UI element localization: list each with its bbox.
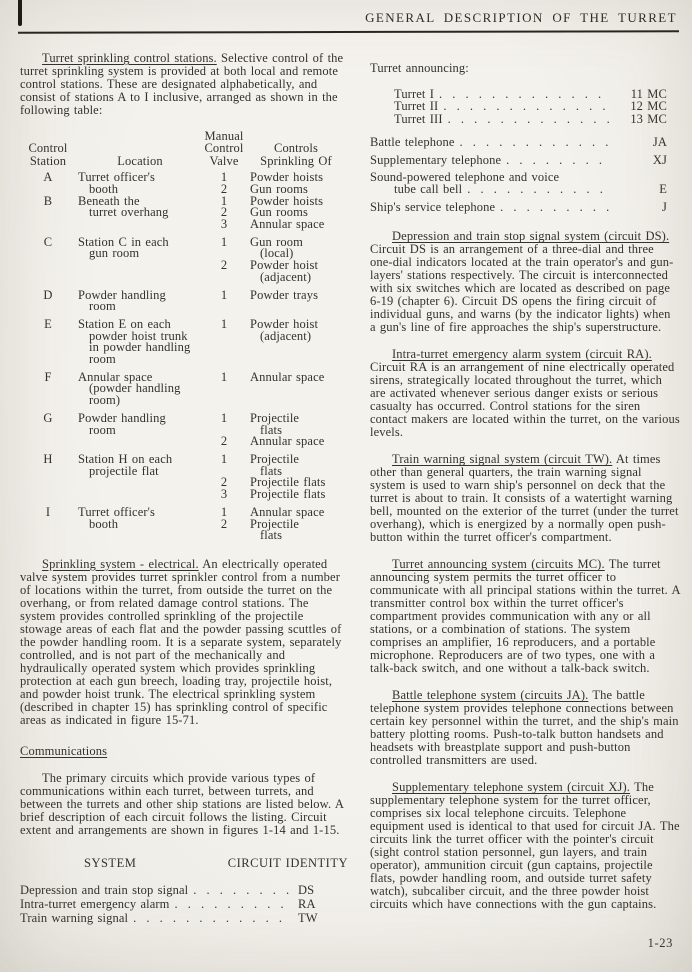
table-row <box>20 301 348 313</box>
cell-location: Annular space <box>78 369 153 384</box>
dot-leader <box>500 201 610 213</box>
circuit-paragraph-heading: Supplementary telephone system (circuit XJ). <box>392 780 631 795</box>
cell-valve: 1 <box>220 451 228 466</box>
circuit-identity-value: RA <box>298 896 316 911</box>
table-row <box>20 516 348 531</box>
cell-location: room <box>89 422 116 437</box>
cell-station <box>20 383 76 395</box>
cell-controls: Gun rooms <box>250 181 308 196</box>
cell-station <box>20 260 76 272</box>
cell-location: powder hoist trunk <box>89 328 188 343</box>
cell-valve <box>204 342 244 354</box>
cell-station: A <box>43 170 53 185</box>
page-number: 1-23 <box>647 936 673 950</box>
cell-controls: Gun room <box>250 234 303 249</box>
table-row <box>20 383 348 395</box>
cell-station: G <box>43 410 53 425</box>
cell-controls: Annular space <box>250 369 325 384</box>
system-table-rows <box>20 883 348 925</box>
header-cell-valve: Control <box>204 141 244 156</box>
cell-location: booth <box>89 181 119 196</box>
cell-station <box>20 331 76 343</box>
circuit-paragraph <box>370 781 680 911</box>
page-header-title: GENERAL DESCRIPTION OF THE TURRET <box>365 10 677 25</box>
cell-station <box>20 207 76 219</box>
circuit-paragraph-body: The turret announcing system permits the turret officer to communicate with all principal stations within the turret. A transmitter control box within the turret officer's compartment provides communication with any or all stations, or a combination of stations. The system comprises an amplifier, 16 reproducers, and a portable microphone. Reproducers are of two types, one with a talk-back switch, and one without a talk-back switch. <box>370 557 680 676</box>
circuit-value <box>615 171 680 183</box>
communications-paragraph: The primary circuits which provide various types of communications within each turret, between turrets, and between the turrets and other ship stations are listed below. A brief description of each circuit follows the listing. Circuit extent and arrangements are shown in figures 1-14 and 1-15. <box>20 770 344 837</box>
cell-valve: 1 <box>220 369 228 384</box>
table-header-row <box>20 142 348 154</box>
cell-controls: Powder hoist <box>250 258 319 273</box>
header-rule <box>18 30 679 33</box>
list-item <box>370 136 680 148</box>
cell-location <box>76 436 204 448</box>
cell-station <box>20 530 76 542</box>
intro-body: Selective control of the turret sprinkling system is provided at both local and remote control stations. These are designated alphabetically, and consist of stations A to I inclusive, arranged as shown in the following table: <box>20 51 344 117</box>
header-cell-controls: Controls <box>273 141 319 156</box>
circuit-paragraph <box>370 689 680 767</box>
list-item <box>370 100 680 112</box>
system-table <box>20 857 348 925</box>
table-row <box>20 269 348 284</box>
cell-valve: 1 <box>220 170 228 185</box>
circuit-descriptions <box>370 230 680 911</box>
left-column <box>20 52 348 925</box>
table-row <box>20 354 348 366</box>
cell-controls <box>244 342 348 354</box>
cell-controls <box>244 301 348 313</box>
circuit-identity-col-header: CIRCUIT IDENTITY <box>227 855 348 870</box>
system-label: Train warning signal <box>20 910 129 925</box>
cell-station <box>20 301 76 313</box>
electrical-heading: Sprinkling system - electrical. <box>42 556 199 571</box>
cell-station <box>20 354 76 366</box>
sprinkler-table-body <box>20 172 348 542</box>
electrical-body: An electrically operated valve system provides turret sprinkler control from a number of locations within the turret, from outside the turret on the overhang, or from related damage control stations. The system provides controlled sprinkling of the projectile stowage areas of each flat and the powder passing scuttles of the powder handling room. It is a separate system, separately controlled, and is not part of the mechanically and hydraulically operated system which provides sprinkling protection at each gun breech, loading tray, projectile hoist, and powder hoist trunk. The electrical sprinkling system (described in chapter 15) has sprinkling control of specific areas as indicated in figure 15-71. <box>20 556 342 727</box>
cell-location: projectile flat <box>89 463 159 478</box>
cell-controls <box>244 395 348 407</box>
circuit-identity-value: TW <box>298 910 318 925</box>
dot-leader <box>133 911 293 925</box>
cell-controls: Annular space <box>250 217 325 232</box>
cell-location: turret overhang <box>89 205 169 220</box>
cell-station <box>20 519 76 531</box>
circuit-value: E <box>659 182 667 197</box>
cell-valve: 2 <box>220 475 228 490</box>
cell-location: Station C in each <box>78 234 169 249</box>
cell-controls: flats <box>260 422 283 437</box>
cell-location: Turret officer's <box>78 504 156 519</box>
circuit-paragraph-heading: Depression and train stop signal system (circuit DS). <box>392 229 670 244</box>
two-column-body <box>20 52 680 925</box>
cell-location: Powder handling <box>78 287 166 302</box>
cell-valve: 1 <box>220 193 228 208</box>
cell-controls: Powder hoists <box>250 193 324 208</box>
table-row <box>20 436 348 448</box>
header-cell-valve: Valve <box>209 153 239 168</box>
cell-controls: flats <box>260 463 283 478</box>
circuit-label: Turret II <box>394 99 439 114</box>
cell-valve: 2 <box>220 181 228 196</box>
cell-controls: Powder trays <box>250 287 319 302</box>
cell-station <box>20 219 76 231</box>
dot-leader <box>193 883 293 897</box>
table-row <box>20 219 348 231</box>
circuit-value: JA <box>652 135 667 150</box>
cell-valve: 3 <box>220 487 228 502</box>
cell-location: room <box>89 299 116 314</box>
cell-location: Station H on each <box>78 451 173 466</box>
cell-station <box>20 489 76 501</box>
cell-location <box>76 530 204 542</box>
circuit-value: J <box>662 199 667 214</box>
cell-location: room <box>89 352 116 367</box>
cell-station <box>20 477 76 489</box>
table-row <box>20 451 348 466</box>
cell-controls <box>244 383 348 395</box>
cell-valve: 2 <box>220 205 228 220</box>
cell-valve: 1 <box>220 504 228 519</box>
circuit-paragraph <box>370 453 680 544</box>
cell-controls: Projectile <box>250 410 300 425</box>
cell-controls: Annular space <box>250 434 325 449</box>
circuit-paragraph-heading: Intra-turret emergency alarm system (circuit RA). <box>392 347 652 362</box>
cell-location <box>76 477 204 489</box>
circuit-value: 13 MC <box>630 111 667 126</box>
cell-valve <box>204 395 244 407</box>
cell-location <box>76 489 204 501</box>
cell-valve <box>204 354 244 366</box>
list-item <box>370 113 680 125</box>
table-row <box>20 234 348 249</box>
intro-heading: Turret sprinkling control stations. <box>42 51 217 65</box>
circuit-paragraph <box>370 230 680 334</box>
dot-leader <box>443 100 610 112</box>
cell-controls: (adjacent) <box>260 328 312 343</box>
cell-station <box>20 436 76 448</box>
circuit-paragraph-body: The battle telephone system provides telephone connections between certain key personnel within the turret, and the ship's main battery plotting rooms. Push-to-talk button handsets and headsets with breastplate support and push-button controlled transmitters are used. <box>370 688 679 768</box>
announcing-rows <box>370 88 680 213</box>
electrical-paragraph <box>20 558 348 727</box>
cell-station <box>20 248 76 260</box>
system-col-header: SYSTEM <box>84 855 137 870</box>
system-row <box>20 883 348 897</box>
system-row <box>20 911 348 925</box>
dot-leader <box>506 154 610 166</box>
circuit-label: Supplementary telephone <box>370 152 502 167</box>
cell-controls: Powder hoist <box>250 316 319 331</box>
list-item <box>370 183 680 195</box>
cell-station: F <box>44 369 52 384</box>
cell-station: H <box>43 451 53 466</box>
table-row <box>20 410 348 425</box>
table-row <box>20 530 348 542</box>
circuit-value: 12 MC <box>630 99 667 114</box>
circuit-label: Ship's service telephone <box>370 199 496 214</box>
cell-controls: Projectile flats <box>250 487 326 502</box>
header-cell-controls: Sprinkling Of <box>260 153 332 168</box>
header-cell-location <box>76 142 204 154</box>
header-cell-station: Control <box>28 141 68 156</box>
list-item <box>370 201 680 213</box>
cell-location <box>76 260 204 272</box>
circuit-value: XJ <box>652 152 667 167</box>
system-row <box>20 897 348 911</box>
table-row <box>20 395 348 407</box>
system-label: Depression and train stop signal <box>20 882 189 897</box>
cell-location: Station E on each <box>78 316 171 331</box>
cell-station <box>20 395 76 407</box>
circuit-label: Turret III <box>394 111 443 126</box>
circuit-label: Sound-powered telephone and voice <box>370 170 560 185</box>
cell-valve: 1 <box>220 234 228 249</box>
sprinkler-table <box>20 130 348 542</box>
cell-valve: 2 <box>220 516 228 531</box>
cell-valve: 3 <box>220 217 228 232</box>
cell-controls: flats <box>260 528 283 543</box>
circuit-label: tube call bell <box>394 182 463 197</box>
circuit-identity-value: DS <box>298 882 315 897</box>
dot-leader <box>460 136 611 148</box>
table-header-row <box>20 155 348 167</box>
cell-valve: 1 <box>220 287 228 302</box>
announcing-heading: Turret announcing: <box>370 61 469 75</box>
dot-leader <box>439 88 610 100</box>
sprinkler-table-header <box>20 130 348 167</box>
table-row <box>20 369 348 384</box>
dot-leader <box>467 183 610 195</box>
circuit-paragraph-body: Circuit DS is an arrangement of a three-dial and three one-dial indicators located at the train operator's and gun-layers' stations respectively. The circuit is interconnected with six switches which are located as described on page 6-19 (chapter 6). Circuit DS opens the firing circuit of individual guns, and warns (by the indicator lights) when a gun's line of fire approaches the ship's superstructure. <box>370 242 674 335</box>
cell-location: gun room <box>89 246 140 261</box>
cell-station: I <box>45 504 51 519</box>
cell-valve <box>204 383 244 395</box>
cell-station <box>20 466 76 478</box>
cell-location: (powder handling <box>89 381 181 396</box>
circuit-paragraph-heading: Turret announcing system (circuits MC). <box>392 557 605 572</box>
table-row <box>20 287 348 302</box>
cell-station: C <box>43 234 53 249</box>
cell-location: Beneath the <box>78 193 140 208</box>
cell-controls <box>244 354 348 366</box>
communications-heading: Communications <box>20 743 108 758</box>
cell-controls: Projectile flats <box>250 475 326 490</box>
header-cell-location <box>76 130 204 142</box>
dot-leader <box>448 113 610 125</box>
dot-leader <box>175 897 294 911</box>
cell-controls: Annular space <box>250 504 325 519</box>
cell-controls: (local) <box>260 246 294 261</box>
intro-paragraph <box>20 52 348 117</box>
announcing-list <box>370 62 680 213</box>
circuit-value: 11 MC <box>630 87 667 101</box>
cell-valve: 2 <box>220 258 228 273</box>
cell-location: room) <box>89 393 121 408</box>
right-column <box>370 52 680 925</box>
cell-location <box>76 272 204 284</box>
cell-station: B <box>43 193 53 208</box>
system-table-header <box>20 857 348 870</box>
cell-controls: Projectile <box>250 451 300 466</box>
circuit-paragraph <box>370 558 680 675</box>
cell-controls: Powder hoists <box>250 170 324 185</box>
circuit-label: Turret I <box>394 87 435 101</box>
cell-controls: (adjacent) <box>260 269 312 284</box>
cell-station: E <box>44 316 52 331</box>
cell-controls: Projectile <box>250 516 300 531</box>
cell-valve <box>204 530 244 542</box>
cell-location: booth <box>89 516 119 531</box>
cell-valve <box>204 301 244 313</box>
circuit-paragraph-body: Circuit RA is an arrangement of nine electrically operated sirens, strategically located throughout the turret, which are activated whenever serious danger exists or serious casualty has occurred. Control stations for the siren contact makers are located within the turret, on the various levels. <box>370 360 680 440</box>
circuit-paragraph-heading: Battle telephone system (circuits JA). <box>392 688 589 703</box>
cell-valve: 2 <box>220 434 228 449</box>
cell-valve: 1 <box>220 410 228 425</box>
header-cell-valve: Manual <box>204 129 244 143</box>
system-label: Intra-turret emergency alarm <box>20 896 170 911</box>
header-cell-location: Location <box>117 153 163 168</box>
circuit-paragraph <box>370 348 680 439</box>
cell-station <box>20 425 76 437</box>
table-row <box>20 342 348 354</box>
cell-valve <box>204 272 244 284</box>
cell-station: D <box>43 287 53 302</box>
circuit-label: Battle telephone <box>370 135 455 150</box>
cell-valve: 1 <box>220 316 228 331</box>
cell-station <box>20 342 76 354</box>
list-item <box>370 154 680 166</box>
table-row <box>20 489 348 501</box>
cell-valve <box>204 331 244 343</box>
circuit-paragraph-body: The supplementary telephone system for the turret officer, comprises six local telephone circuits. Telephone equipment used is identical to that used for circuit JA. The circuits link the turret officer with the pointer's circuit (sight control station personnel, gun layers, and train operator), ammunition circuit (gun captains, projectile flats, powder handling room, and outside turret safety watch), subcaliber circuit, and the three powder hoist circuits which have connections with the gun captains. <box>370 780 680 912</box>
cell-location <box>76 219 204 231</box>
cell-location: in powder handling <box>89 340 191 355</box>
circuit-paragraph-heading: Train warning signal system (circuit TW). <box>392 452 613 467</box>
cell-location: Powder handling <box>78 410 166 425</box>
cell-station <box>20 272 76 284</box>
circuit-paragraph-body: At times other than general quarters, the train warning signal system is used to warn ship's personnel on deck that the turret is about to train. It consists of a watertight warning bell, mounted on the exterior of the turret (under the turret overhang), which is energized by a normally open push-button within the turret officer's compartment. <box>370 452 679 545</box>
cell-location: Turret officer's <box>78 170 156 185</box>
cell-controls: Gun rooms <box>250 205 308 220</box>
header-cell-station: Station <box>29 153 67 168</box>
